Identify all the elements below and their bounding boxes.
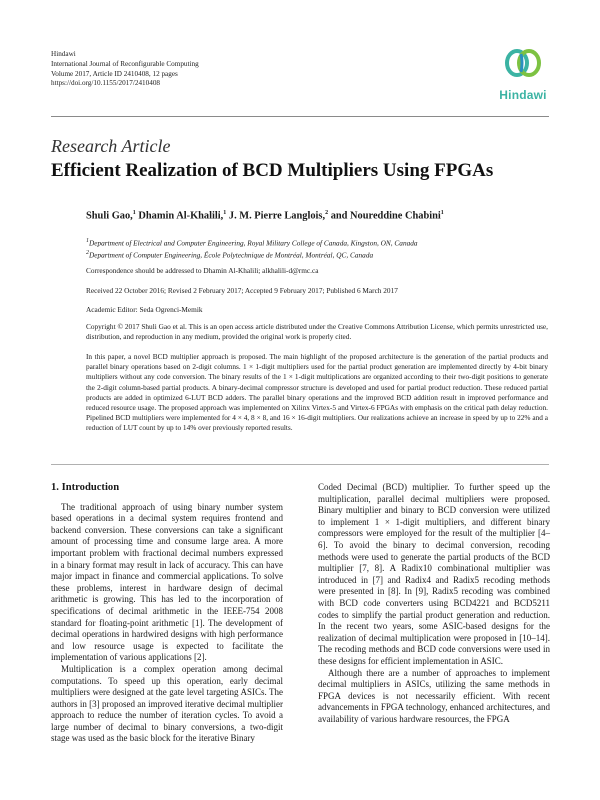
affiliations: [86, 236, 418, 261]
body-column-right: [318, 482, 550, 725]
author-name: J. M. Pierre Langlois,: [228, 210, 326, 222]
affiliation-text: Department of Electrical and Computer Engineering, Royal Military College of Canada, Kingston, ON, Canada: [89, 238, 418, 248]
academic-editor: Academic Editor: Seda Ogrenci-Memik: [86, 305, 203, 314]
author-affiliation-mark: 2: [325, 210, 329, 216]
hindawi-logo-text: Hindawi: [499, 88, 547, 102]
hindawi-logo[interactable]: [497, 46, 549, 102]
paper-title: Efficient Realization of BCD Multipliers Using FPGAs: [51, 160, 494, 181]
author-affiliation-mark: 1: [223, 210, 227, 216]
paragraph: Coded Decimal (BCD) multiplier. To further speed up the multiplication, parallel decimal multipliers were proposed. Binary multiplier and binary to BCD conversion were utilized to implement 1 × 1-digit multipliers, and different binary compressors were employed for the result of the multiplier [4–6]. To avoid the binary to decimal conversion, recoding methods were used to generate the partial products of the BCD multiplier [7, 8]. A Radix10 combinational multiplier was introduced in [7] and Radix4 and Radix5 recoding methods were presented in [8]. In [9], Radix5 recoding was combined with BCD code converters using BCD4221 and BCD5211 codes to simplify the partial product generation and reduction. In the recent two years, some ASIC-based designs for the realization of decimal multiplication were proposed in [10–14]. The recoding methods and BCD code conversions were used in these designs for efficient implementation in ASIC.: [318, 482, 550, 666]
section-heading: 1. Introduction: [51, 482, 120, 493]
paragraph: The traditional approach of using binary number system based operations in a decimal system requires frontend and backend conversion. These conversions can take a significant amount of processing time and consume large area. A more important problem with fractional decimal numbers expressed in a binary format may result in lack of accuracy. This can have major impact in finance and commercial applications. To solve these problems, interest in hardware design of decimal arithmetic is growing. This has led to the incorporation of specifications of decimal arithmetic in the IEEE-754 2008 standard for floating-point arithmetic [1]. The development of decimal operations in hardwired designs with high performance and low resource usage is expected to facilitate the implementation of various applications [2].: [51, 501, 283, 663]
volume-line: Volume 2017, Article ID 2410408, 12 pages: [51, 69, 178, 78]
article-dates: Received 22 October 2016; Revised 2 February 2017; Accepted 9 February 2017; Published 6 March 2017: [86, 286, 398, 295]
affiliation-text: Department of Computer Engineering, École Polytechnique de Montréal, Montréal, QC, Canada: [89, 250, 374, 260]
paragraph: Multiplication is a complex operation among decimal computations. To speed up this operation, early decimal multipliers were designed at the gate level targeting ASICs. The authors in [3] proposed an improved iterative decimal multiplier approach to reduce the number of iteration cycles. To avoid a large number of decimal to binary conversions, a two-digit stage was used as the basic block for the iterative Binary: [51, 663, 283, 744]
correspondence: Correspondence should be addressed to Dhamin Al-Khalili; alkhalili-d@rmc.ca: [86, 266, 319, 275]
abstract-divider: [51, 464, 549, 465]
body-column-left: [51, 482, 283, 745]
journal-name: International Journal of Reconfigurable Computing: [51, 59, 199, 68]
author-name: Shuli Gao,: [86, 210, 133, 222]
author-affiliation-mark: 1: [132, 210, 136, 216]
copyright-notice: Copyright © 2017 Shuli Gao et al. This is an open access article distributed under the Creative Commons Attribution License, which permits unrestricted use, distribution, and reproduction in any medium, provided the original work is properly cited.: [86, 322, 548, 342]
header-divider: [51, 116, 549, 117]
article-type: Research Article: [51, 136, 171, 156]
author-name: and Noureddine Chabini: [330, 210, 441, 222]
affiliation-item: [86, 236, 418, 248]
doi-link[interactable]: https://doi.org/10.1155/2017/2410408: [51, 79, 161, 88]
author-affiliation-mark: 1: [440, 210, 444, 216]
hindawi-logo-icon: [501, 46, 545, 86]
author-name: Dhamin Al-Khalili,: [138, 210, 224, 222]
author-list: [86, 210, 444, 221]
journal-header: [51, 50, 199, 89]
publisher-name: Hindawi: [51, 50, 76, 58]
affiliation-mark: 1: [86, 238, 89, 244]
affiliation-item: [86, 248, 418, 260]
abstract: In this paper, a novel BCD multiplier approach is proposed. The main highlight of the proposed architecture is the generation of the partial products and parallel binary operations based on 2-digit columns. 1 × 1-digit multipliers used for the partial product generation are implemented directly by 4-bit binary multipliers without any code conversion. The binary results of the 1 × 1-digit multiplications are organized according to their two-digit positions to generate the 2-digit column-based partial products. A binary-decimal compressor structure is developed and used for partial product reduction. These reduced partial products are added in optimized 6-LUT BCD adders. The parallel binary operations and the improved BCD addition result in improved performance and reduced resource usage. The proposed approach was implemented on Xilinx Virtex-5 and Virtex-6 FPGAs with emphasis on the critical path delay reduction. Pipelined BCD multipliers were implemented for 4 × 4, 8 × 8, and 16 × 16-digit multipliers. Our realizations achieve an increase in speed by up to 22% and a reduction of LUT count by up to 14% over previously reported results.: [86, 352, 548, 433]
affiliation-mark: 2: [86, 250, 89, 257]
paragraph: Although there are a number of approaches to implement decimal multipliers in ASICs, utilizing the same methods in FPGA devices is not necessarily efficient. With recent advancements in FPGA technology, enhanced architectures, and availability of various hardware resources, the FPGA: [318, 667, 550, 724]
